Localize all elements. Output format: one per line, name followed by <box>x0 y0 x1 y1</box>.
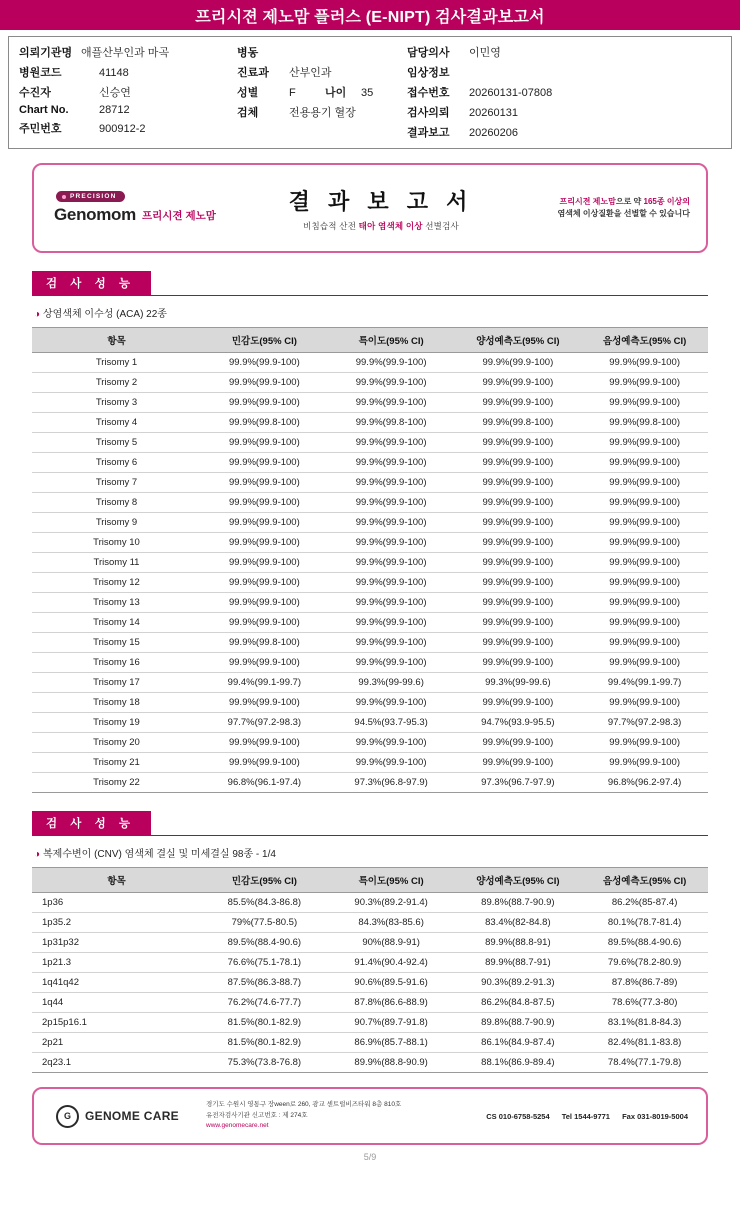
genome-care-logo <box>34 1105 206 1128</box>
cell-item: Trisomy 3 <box>32 393 201 413</box>
table-row <box>32 693 708 713</box>
table-header-row <box>32 868 708 893</box>
table-row <box>32 713 708 733</box>
section-cnv <box>32 811 708 1073</box>
cell-value: 89.5%(88.4-90.6) <box>581 933 708 953</box>
cell-value: 80.1%(78.7-81.4) <box>581 913 708 933</box>
table-row <box>32 573 708 593</box>
cell-value: 99.9%(99.9-100) <box>455 733 582 753</box>
cell-value: 97.7%(97.2-98.3) <box>201 713 328 733</box>
cell-value: 99.9%(99.8-100) <box>455 413 582 433</box>
patient-field-specimen: 검체 전용용기 혈장 <box>237 107 356 119</box>
cell-value: 99.9%(99.9-100) <box>328 653 455 673</box>
company-website-link[interactable]: www.genomecare.net <box>206 1122 269 1130</box>
precision-badge: PRECISION <box>56 191 125 202</box>
cell-value: 79.6%(78.2-80.9) <box>581 953 708 973</box>
patient-column-1 <box>19 44 237 140</box>
section1-subtitle: 상염색체 이수성 (ACA) 22종 <box>43 309 167 320</box>
cell-value: 99.9%(99.9-100) <box>455 533 582 553</box>
cell-value: 89.5%(88.4-90.6) <box>201 933 328 953</box>
cell-value: 84.3%(83-85.6) <box>328 913 455 933</box>
contact-cs: CS 010-6758-5254 <box>486 1111 550 1121</box>
section2-rule <box>32 835 708 836</box>
patient-field-request-date: 검사의뢰 20260131 <box>407 107 518 119</box>
cell-value: 91.4%(90.4-92.4) <box>328 953 455 973</box>
cell-value: 99.9%(99.9-100) <box>455 593 582 613</box>
cell-value: 99.9%(99.9-100) <box>328 693 455 713</box>
cell-item: Trisomy 13 <box>32 593 201 613</box>
cell-value: 99.9%(99.9-100) <box>581 393 708 413</box>
cell-value: 99.9%(99.9-100) <box>201 433 328 453</box>
cell-value: 89.8%(88.7-90.9) <box>455 1013 582 1033</box>
patient-column-3 <box>407 44 552 140</box>
cell-value: 99.9%(99.9-100) <box>581 573 708 593</box>
col-header-specificity: 특이도(95% CI) <box>328 868 455 893</box>
cell-value: 99.9%(99.9-100) <box>455 613 582 633</box>
page-title-bar <box>0 0 740 30</box>
cell-value: 99.9%(99.8-100) <box>581 413 708 433</box>
cell-value: 99.9%(99.9-100) <box>201 733 328 753</box>
cell-item: Trisomy 1 <box>32 353 201 373</box>
cell-item: Trisomy 18 <box>32 693 201 713</box>
cell-value: 99.9%(99.9-100) <box>328 613 455 633</box>
cell-item: Trisomy 16 <box>32 653 201 673</box>
table-row <box>32 473 708 493</box>
cell-value: 88.1%(86.9-89.4) <box>455 1053 582 1073</box>
cell-value: 99.9%(99.9-100) <box>328 433 455 453</box>
table-row <box>32 953 708 973</box>
cell-value: 87.5%(86.3-88.7) <box>201 973 328 993</box>
col-header-sensitivity: 민감도(95% CI) <box>201 328 328 353</box>
cell-value: 99.9%(99.9-100) <box>455 653 582 673</box>
table-row <box>32 673 708 693</box>
cell-value: 99.9%(99.9-100) <box>581 473 708 493</box>
cell-value: 99.9%(99.9-100) <box>581 653 708 673</box>
section2-heading-row <box>32 811 708 835</box>
cell-value: 90%(88.9-91) <box>328 933 455 953</box>
bullet-icon: ◑ <box>34 309 41 320</box>
cell-value: 99.9%(99.9-100) <box>328 633 455 653</box>
report-note-line1: 프리시젼 제노맘으로 약 165종 이상의 <box>559 197 690 207</box>
cell-value: 99.9%(99.9-100) <box>581 493 708 513</box>
page-number: 5/9 <box>363 1152 377 1162</box>
section1-heading: 검 사 성 능 <box>32 271 151 295</box>
cell-value: 99.9%(99.9-100) <box>201 453 328 473</box>
brand-name-kr: 프리시젼 제노맘 <box>141 210 216 222</box>
cell-value: 99.9%(99.9-100) <box>328 573 455 593</box>
patient-field-name: 수진자 신승연 <box>19 87 131 99</box>
cell-value: 99.9%(99.9-100) <box>328 453 455 473</box>
cell-item: Trisomy 8 <box>32 493 201 513</box>
cell-value: 99.9%(99.8-100) <box>201 633 328 653</box>
cell-value: 99.9%(99.9-100) <box>201 653 328 673</box>
cell-value: 99.9%(99.9-100) <box>455 453 582 473</box>
table-row <box>32 613 708 633</box>
table-row <box>32 933 708 953</box>
table-row <box>32 773 708 793</box>
cell-item: 1q41q42 <box>32 973 201 993</box>
col-header-specificity: 특이도(95% CI) <box>328 328 455 353</box>
cell-value: 99.4%(99.1-99.7) <box>201 673 328 693</box>
cell-value: 99.9%(99.9-100) <box>328 533 455 553</box>
cell-value: 99.9%(99.9-100) <box>328 553 455 573</box>
cell-value: 85.5%(84.3-86.8) <box>201 893 328 913</box>
cell-value: 99.4%(99.1-99.7) <box>581 673 708 693</box>
cell-value: 90.7%(89.7-91.8) <box>328 1013 455 1033</box>
cell-value: 76.2%(74.6-77.7) <box>201 993 328 1013</box>
cell-item: Trisomy 11 <box>32 553 201 573</box>
brand-name: Genomom <box>54 205 136 224</box>
patient-field-doctor: 담당의사 이민영 <box>407 47 501 59</box>
cell-value: 99.9%(99.9-100) <box>328 733 455 753</box>
table-row <box>32 973 708 993</box>
cell-value: 79%(77.5-80.5) <box>201 913 328 933</box>
table-row <box>32 373 708 393</box>
cell-value: 99.3%(99-99.6) <box>328 673 455 693</box>
cell-item: Trisomy 19 <box>32 713 201 733</box>
cell-value: 99.9%(99.9-100) <box>581 433 708 453</box>
cell-item: Trisomy 5 <box>32 433 201 453</box>
patient-field-ssn: 주민번호 900912-2 <box>19 123 146 135</box>
cell-value: 99.9%(99.9-100) <box>455 353 582 373</box>
table-row <box>32 1033 708 1053</box>
col-header-ppv: 양성예측도(95% CI) <box>455 868 582 893</box>
table-row <box>32 1013 708 1033</box>
table-row <box>32 433 708 453</box>
report-title-block <box>262 185 500 232</box>
cell-value: 75.3%(73.8-76.8) <box>201 1053 328 1073</box>
patient-field-department: 진료과 산부인과 <box>237 67 332 79</box>
cell-value: 99.9%(99.9-100) <box>328 493 455 513</box>
cell-item: Trisomy 2 <box>32 373 201 393</box>
cell-item: 2p21 <box>32 1033 201 1053</box>
section2-subtitle: 복제수변이 (CNV) 염색체 결실 및 미세결실 98종 - 1/4 <box>43 849 276 860</box>
table-row <box>32 653 708 673</box>
brand-line <box>54 205 262 225</box>
table-row <box>32 893 708 913</box>
cell-value: 87.8%(86.7-89) <box>581 973 708 993</box>
cell-value: 99.9%(99.9-100) <box>201 473 328 493</box>
table-row <box>32 633 708 653</box>
cell-value: 99.9%(99.9-100) <box>328 393 455 413</box>
table-row <box>32 493 708 513</box>
cell-value: 99.9%(99.9-100) <box>581 373 708 393</box>
table-row <box>32 993 708 1013</box>
cell-value: 99.9%(99.9-100) <box>581 453 708 473</box>
cell-item: Trisomy 22 <box>32 773 201 793</box>
cell-value: 99.9%(99.9-100) <box>328 753 455 773</box>
cell-value: 94.5%(93.7-95.3) <box>328 713 455 733</box>
table-row <box>32 553 708 573</box>
contact-fax: Fax 031-8019-5004 <box>622 1111 688 1121</box>
cell-value: 99.9%(99.9-100) <box>581 633 708 653</box>
cell-item: Trisomy 7 <box>32 473 201 493</box>
cell-value: 89.9%(88.7-91) <box>455 953 582 973</box>
cell-value: 96.8%(96.2-97.4) <box>581 773 708 793</box>
cell-item: Trisomy 17 <box>32 673 201 693</box>
cell-item: Trisomy 14 <box>32 613 201 633</box>
cell-item: Trisomy 21 <box>32 753 201 773</box>
cell-value: 99.9%(99.9-100) <box>455 573 582 593</box>
col-header-ppv: 양성예측도(95% CI) <box>455 328 582 353</box>
dot-icon <box>62 195 66 199</box>
cell-value: 99.9%(99.9-100) <box>455 473 582 493</box>
cell-value: 99.9%(99.9-100) <box>581 353 708 373</box>
cell-value: 99.9%(99.9-100) <box>328 513 455 533</box>
cell-value: 90.3%(89.2-91.3) <box>455 973 582 993</box>
cell-value: 90.6%(89.5-91.6) <box>328 973 455 993</box>
cell-item: Trisomy 4 <box>32 413 201 433</box>
cell-item: Trisomy 15 <box>32 633 201 653</box>
cell-value: 99.9%(99.9-100) <box>455 693 582 713</box>
cell-item: Trisomy 6 <box>32 453 201 473</box>
table-row <box>32 533 708 553</box>
cell-value: 89.8%(88.7-90.9) <box>455 893 582 913</box>
cell-value: 99.3%(99-99.6) <box>455 673 582 693</box>
cell-value: 97.3%(96.8-97.9) <box>328 773 455 793</box>
cell-value: 99.9%(99.9-100) <box>455 633 582 653</box>
cell-value: 78.4%(77.1-79.8) <box>581 1053 708 1073</box>
section1-heading-row <box>32 271 708 295</box>
cell-value: 81.5%(80.1-82.9) <box>201 1013 328 1033</box>
cell-value: 99.9%(99.9-100) <box>201 353 328 373</box>
cell-item: Trisomy 9 <box>32 513 201 533</box>
cell-value: 99.9%(99.9-100) <box>581 553 708 573</box>
cell-value: 97.3%(96.7-97.9) <box>455 773 582 793</box>
cell-value: 99.9%(99.9-100) <box>455 433 582 453</box>
section-aca <box>32 271 708 793</box>
table-row <box>32 513 708 533</box>
cell-item: 1q44 <box>32 993 201 1013</box>
cell-value: 99.9%(99.9-100) <box>201 373 328 393</box>
cell-item: 1p36 <box>32 893 201 913</box>
cell-value: 81.5%(80.1-82.9) <box>201 1033 328 1053</box>
cell-item: 1p35.2 <box>32 913 201 933</box>
cell-item: Trisomy 20 <box>32 733 201 753</box>
aca-table <box>32 327 708 793</box>
contact-tel: Tel 1544-9771 <box>561 1111 610 1121</box>
table-row <box>32 393 708 413</box>
patient-header <box>8 36 732 149</box>
report-title: 결 과 보 고 서 <box>288 188 474 214</box>
cell-value: 99.9%(99.9-100) <box>455 753 582 773</box>
table-header-row <box>32 328 708 353</box>
cell-value: 99.9%(99.9-100) <box>201 393 328 413</box>
col-header-item: 항목 <box>32 868 201 893</box>
cell-value: 83.4%(82-84.8) <box>455 913 582 933</box>
genome-care-mark-icon: G <box>56 1105 79 1128</box>
cell-value: 86.9%(85.7-88.1) <box>328 1033 455 1053</box>
footer-card <box>32 1087 708 1145</box>
cell-value: 89.9%(88.8-90.9) <box>328 1053 455 1073</box>
table-row <box>32 753 708 773</box>
patient-field-accession-no: 접수번호 20260131-07808 <box>407 87 553 99</box>
cell-value: 86.2%(84.8-87.5) <box>455 993 582 1013</box>
patient-field-sex-age: 성별 F 나이 35 <box>237 87 374 99</box>
cell-value: 90.3%(89.2-91.4) <box>328 893 455 913</box>
cell-item: 2q23.1 <box>32 1053 201 1073</box>
cell-value: 99.9%(99.9-100) <box>201 753 328 773</box>
cell-value: 86.1%(84.9-87.4) <box>455 1033 582 1053</box>
cell-item: 2p15p16.1 <box>32 1013 201 1033</box>
cell-value: 78.6%(77.3-80) <box>581 993 708 1013</box>
cell-value: 99.9%(99.9-100) <box>581 733 708 753</box>
cell-value: 97.7%(97.2-98.3) <box>581 713 708 733</box>
cell-value: 99.9%(99.9-100) <box>201 493 328 513</box>
section2-subtitle-row <box>34 845 708 860</box>
cell-value: 83.1%(81.8-84.3) <box>581 1013 708 1033</box>
cell-value: 76.6%(75.1-78.1) <box>201 953 328 973</box>
cell-value: 99.9%(99.9-100) <box>201 513 328 533</box>
cell-value: 99.9%(99.9-100) <box>201 533 328 553</box>
section1-subtitle-row <box>34 305 708 320</box>
cell-value: 99.9%(99.9-100) <box>328 373 455 393</box>
cell-value: 82.4%(81.1-83.8) <box>581 1033 708 1053</box>
cell-value: 96.8%(96.1-97.4) <box>201 773 328 793</box>
table-row <box>32 453 708 473</box>
col-header-npv: 음성예측도(95% CI) <box>581 868 708 893</box>
table-row <box>32 733 708 753</box>
patient-field-institution: 의뢰기관명 애플산부인과 마곡 <box>19 47 170 59</box>
cell-value: 99.9%(99.9-100) <box>581 753 708 773</box>
patient-column-2 <box>237 44 407 140</box>
cell-value: 99.9%(99.9-100) <box>328 593 455 613</box>
company-contacts <box>438 1112 706 1121</box>
cell-value: 99.9%(99.9-100) <box>581 593 708 613</box>
cell-item: 1p21.3 <box>32 953 201 973</box>
cell-value: 99.9%(99.9-100) <box>455 373 582 393</box>
table-row <box>32 593 708 613</box>
cell-value: 99.9%(99.9-100) <box>581 693 708 713</box>
table-row <box>32 1053 708 1073</box>
cell-value: 99.9%(99.8-100) <box>201 413 328 433</box>
patient-field-clinical-info: 임상정보 <box>407 67 450 79</box>
cell-item: Trisomy 10 <box>32 533 201 553</box>
page-title: 프리시젼 제노맘 플러스 (E-NIPT) 검사결과보고서 <box>195 8 545 26</box>
bullet-icon: ◑ <box>34 849 41 860</box>
cell-value: 99.9%(99.9-100) <box>201 553 328 573</box>
cell-value: 99.9%(99.9-100) <box>455 513 582 533</box>
cell-value: 89.9%(88.8-91) <box>455 933 582 953</box>
section1-rule <box>32 295 708 296</box>
report-note <box>500 196 706 219</box>
cell-value: 99.9%(99.9-100) <box>328 353 455 373</box>
patient-field-chart-no: Chart No. 28712 <box>19 104 130 116</box>
table-row <box>32 913 708 933</box>
cell-value: 99.9%(99.9-100) <box>581 613 708 633</box>
cell-value: 99.9%(99.9-100) <box>201 573 328 593</box>
cell-value: 99.9%(99.8-100) <box>328 413 455 433</box>
section2-heading: 검 사 성 능 <box>32 811 151 835</box>
cell-item: Trisomy 12 <box>32 573 201 593</box>
cell-value: 99.9%(99.9-100) <box>455 493 582 513</box>
company-address <box>206 1100 438 1131</box>
col-header-sensitivity: 민감도(95% CI) <box>201 868 328 893</box>
patient-field-hospital-code: 병원코드 41148 <box>19 67 129 79</box>
cnv-table <box>32 867 708 1073</box>
report-note-line2: 염색체 이상질환을 선별할 수 있습니다 <box>557 209 690 218</box>
patient-field-ward: 병동 <box>237 47 259 59</box>
report-banner <box>32 163 708 253</box>
cell-value: 99.9%(99.9-100) <box>455 393 582 413</box>
cell-item: 1p31p32 <box>32 933 201 953</box>
table-row <box>32 353 708 373</box>
table-row <box>32 413 708 433</box>
patient-field-report-date: 결과보고 20260206 <box>407 127 518 139</box>
address-line-2: 유전자검사기관 신고번호 : 제 274호 <box>206 1111 308 1119</box>
cell-value: 99.9%(99.9-100) <box>201 693 328 713</box>
genome-care-name: GENOME CARE <box>85 1109 179 1123</box>
cell-value: 99.9%(99.9-100) <box>581 513 708 533</box>
cell-value: 94.7%(93.9-95.5) <box>455 713 582 733</box>
cell-value: 99.9%(99.9-100) <box>201 593 328 613</box>
brand-block <box>34 191 262 225</box>
cell-value: 87.8%(86.6-88.9) <box>328 993 455 1013</box>
col-header-npv: 음성예측도(95% CI) <box>581 328 708 353</box>
col-header-item: 항목 <box>32 328 201 353</box>
cell-value: 99.9%(99.9-100) <box>581 533 708 553</box>
cell-value: 99.9%(99.9-100) <box>455 553 582 573</box>
cell-value: 99.9%(99.9-100) <box>201 613 328 633</box>
report-subtitle: 비침습적 산전 태아 염색체 이상 선별검사 <box>303 220 459 231</box>
cell-value: 86.2%(85-87.4) <box>581 893 708 913</box>
address-line-1: 경기도 수원시 영통구 장ween로 260, 광교 센트럴비즈타워 8층 810호 <box>206 1101 402 1109</box>
cell-value: 99.9%(99.9-100) <box>328 473 455 493</box>
